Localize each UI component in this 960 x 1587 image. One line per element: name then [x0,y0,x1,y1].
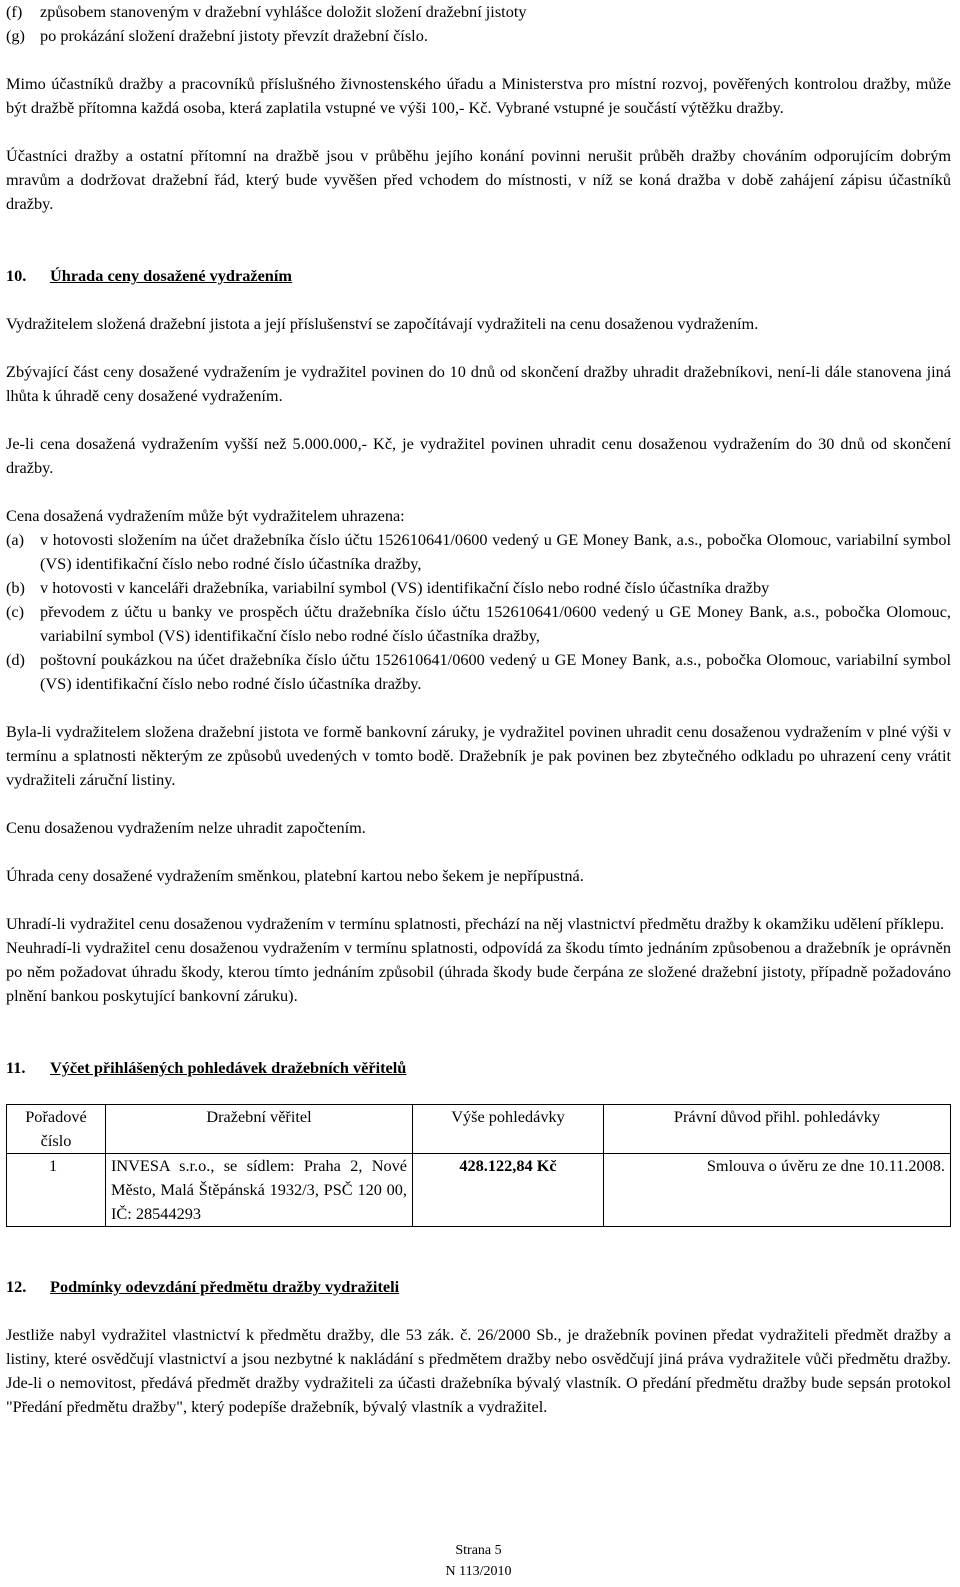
header-order: Pořadové číslo [7,1105,106,1154]
document-reference: N 113/2010 [445,1564,512,1579]
section-12-heading [6,1275,951,1299]
header-creditor: Dražební věřitel [106,1105,413,1154]
cell-creditor: INVESA s.r.o., se sídlem: Praha 2, Nové Město, Malá Štěpánská 1932/3, PSČ 120 00, IČ: 28544293 [106,1154,413,1227]
list-label: (c) [6,602,25,621]
cell-amount: 428.122,84 Kč [413,1154,604,1227]
claims-table [6,1104,951,1227]
header-amount: Výše pohledávky [413,1105,604,1154]
s10-paragraph-6: Úhrada ceny dosažené vydražením směnkou, platební kartou nebo šekem je nepřípustná. [6,866,584,885]
section-number: 11. [6,1058,26,1077]
list-item [6,576,951,600]
table-row [7,1154,951,1227]
list-text: poštovní poukázkou na účet dražebníka číslo účtu 152610641/0600 vedený u GE Money Bank, a.s., pobočka Olomouc, variabilní symbol (VS) identifikační číslo nebo rodné číslo účastníka dražby. [40,650,951,693]
section-title: Podmínky odevzdání předmětu dražby vydražiteli [50,1277,400,1296]
list-item [6,0,951,24]
intro-list [6,0,951,48]
section-number: 12. [6,1277,27,1296]
s10-paragraph-5: Cenu dosaženou vydražením nelze uhradit započtením. [6,818,366,837]
cell-reason: Smlouva o úvěru ze dne 10.11.2008. [604,1154,951,1227]
list-text: způsobem stanoveným v dražební vyhlášce doložit složení dražební jistoty [40,2,527,21]
table-header-row [7,1105,951,1154]
list-text: v hotovosti složením na účet dražebníka číslo účtu 152610641/0600 vedený u GE Money Bank, a.s., pobočka Olomouc, variabilní symbol (VS) identifikační číslo nebo rodné číslo účastníka dražby, [40,530,951,573]
s10-paragraph-4: Byla-li vydražitelem složena dražební jistota ve formě bankovní záruky, je vydražitel povinen uhradit cenu dosaženou vydražením v plné výši v termínu a splatnosti některým ze způsobů uvedených v tomto bodě. Dražebník je pak povinen bez zbytečného odkladu po uhrazení ceny vrátit vydražiteli záruční listiny. [6,722,951,789]
section-title: Výčet přihlášených pohledávek dražebních věřitelů [50,1058,407,1077]
attendance-paragraph: Mimo účastníků dražby a pracovníků příslušného živnostenského úřadu a Ministerstva pro místní rozvoj, pověřených kontrolou dražby, může být dražbě přítomna každá osoba, která zaplatila vstupné ve výši 100,- Kč. Vybrané vstupné je součástí výtěžku dražby. [6,74,951,117]
list-item [6,600,951,648]
list-label: (d) [6,650,25,669]
conduct-paragraph: Účastníci dražby a ostatní přítomní na dražbě jsou v průběhu jejího konání povinni nerušit průběh dražby chováním odporujícím dobrým mravům a dodržovat dražební řád, který bude vyvěšen před vchodem do místnosti, v níž se koná dražba v době zahájení zápisu účastníků dražby. [6,146,951,213]
s10-paragraph-2: Zbývající část ceny dosažené vydražením je vydražitel povinen do 10 dnů od skončení dražby uhradit dražebníkovi, není-li dále stanovena jiná lhůta k úhradě ceny dosažené vydražením. [6,362,951,405]
page-footer [6,1540,951,1582]
list-label: (a) [6,530,25,549]
section-number: 10. [6,266,27,285]
list-item [6,648,951,696]
payment-list [6,528,951,696]
list-text: v hotovosti v kanceláři dražebníka, variabilní symbol (VS) identifikační číslo nebo rodné číslo účastníka dražby [40,578,770,597]
s10-paragraph-7: Uhradí-li vydražitel cenu dosaženou vydražením v termínu splatnosti, přechází na něj vlastnictví předmětu dražby k okamžiku udělení příklepu. [6,914,945,933]
s10-paragraph-8: Neuhradí-li vydražitel cenu dosaženou vydražením v termínu splatnosti, odpovídá za škodu tímto jednáním způsobenou a dražebník je oprávněn po něm požadovat úhradu škody, kterou tímto jednáním způsobil (úhrada škody bude čerpána ze složené dražební jistoty, případně požadováno plnění bankou poskytující bankovní záruku). [6,938,951,1005]
s12-paragraph-1: Jestliže nabyl vydražitel vlastnictví k předmětu dražby, dle 53 zák. č. 26/2000 Sb., je dražebník povinen předat vydražiteli předmět dražby a listiny, které osvědčují vlastnictví a jsou nezbytné k nakládání s předmětem dražby nebo osvědčují jiná práva vydražitele vůči předmětu dražby. Jde-li o nemovitost, předává předmět dražby vydražiteli za účasti dražebníka bývalý vlastník. O předání předmětu dražby bude sepsán protokol "Předání předmětu dražby", který podepíše dražebník, bývalý vlastník a vydražitel. [6,1325,951,1416]
list-text: převodem z účtu u banky ve prospěch účtu dražebníka číslo účtu 152610641/0600 vedený u GE Money Bank, a.s., pobočka Olomouc, variabilní symbol (VS) identifikační číslo nebo rodné číslo účastníka dražby, [40,602,951,645]
payment-intro: Cena dosažená vydražením může být vydražitelem uhrazena: [6,506,405,525]
document-page [6,0,951,1419]
section-10-heading [6,264,951,288]
section-title: Úhrada ceny dosažené vydražením [50,266,292,285]
list-label: (g) [6,26,25,45]
page-number: Strana 5 [455,1543,502,1558]
s10-paragraph-3: Je-li cena dosažená vydražením vyšší než 5.000.000,- Kč, je vydražitel povinen uhradit cenu dosaženou vydražením do 30 dnů od skončení dražby. [6,434,951,477]
list-item [6,24,951,48]
s10-paragraph-1: Vydražitelem složená dražební jistota a její příslušenství se započítávají vydražiteli na cenu dosaženou vydražením. [6,314,759,333]
cell-order: 1 [7,1154,106,1227]
list-text: po prokázání složení dražební jistoty převzít dražební číslo. [40,26,428,45]
section-11-heading [6,1056,951,1080]
list-label: (b) [6,578,25,597]
list-label: (f) [6,2,23,21]
header-reason: Právní důvod přihl. pohledávky [604,1105,951,1154]
list-item [6,528,951,576]
